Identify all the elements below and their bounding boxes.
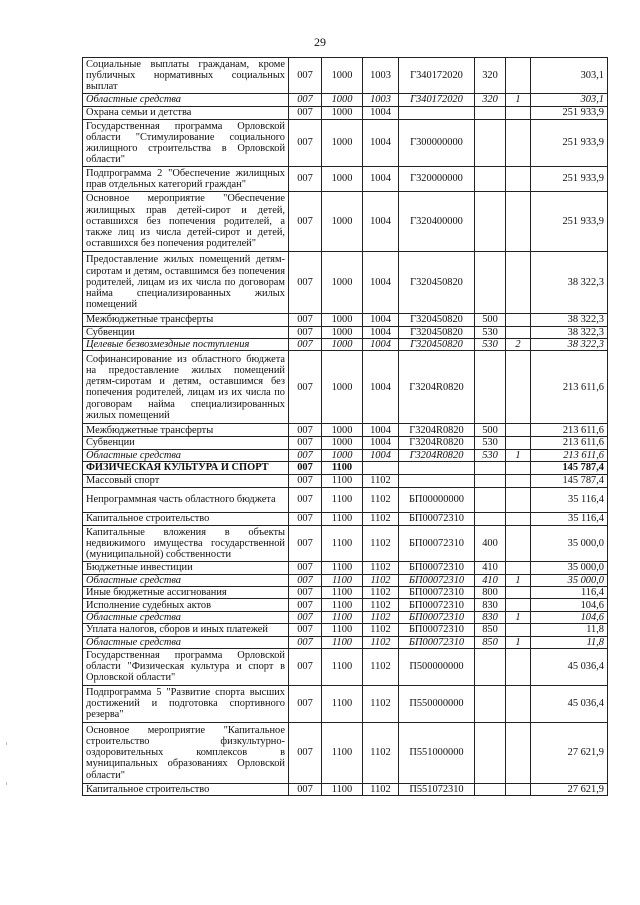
table-row bbox=[83, 167, 608, 192]
row-target-article: Г3204R0820 bbox=[399, 449, 475, 461]
row-funding-source bbox=[506, 461, 531, 474]
row-target-article: БП00072310 bbox=[399, 624, 475, 636]
budget-table bbox=[82, 57, 608, 796]
row-section-code: 1000 bbox=[322, 58, 363, 94]
table-row bbox=[83, 525, 608, 561]
table-row bbox=[83, 449, 608, 461]
row-name: Основное мероприятие "Обеспечение жилищных прав детей-сирот и детей, оставшихся без попечения родителей, а также лиц из числа детей-сирот и детей, оставшихся без попечения родителей" bbox=[83, 192, 289, 252]
row-section-code: 1100 bbox=[322, 561, 363, 574]
row-amount: 35 116,4 bbox=[531, 512, 608, 525]
row-ved-code: 007 bbox=[289, 252, 322, 314]
row-amount: 35 000,0 bbox=[531, 525, 608, 561]
row-subsection-code: 1102 bbox=[363, 474, 399, 487]
row-target-article: Г320450820 bbox=[399, 314, 475, 327]
table-row bbox=[83, 685, 608, 722]
row-funding-source bbox=[506, 252, 531, 314]
row-amount: 145 787,4 bbox=[531, 474, 608, 487]
row-amount: 303,1 bbox=[531, 94, 608, 107]
row-subsection-code: 1004 bbox=[363, 192, 399, 252]
row-target-article: Г340172020 bbox=[399, 94, 475, 107]
row-expense-type: 320 bbox=[475, 58, 506, 94]
row-expense-type bbox=[475, 461, 506, 474]
row-ved-code: 007 bbox=[289, 424, 322, 437]
row-section-code: 1000 bbox=[322, 314, 363, 327]
row-expense-type bbox=[475, 107, 506, 120]
row-amount: 38 322,3 bbox=[531, 339, 608, 351]
row-name: Массовый спорт bbox=[83, 474, 289, 487]
row-subsection-code: 1004 bbox=[363, 120, 399, 167]
table-row bbox=[83, 587, 608, 599]
row-ved-code: 007 bbox=[289, 624, 322, 636]
row-amount: 27 621,9 bbox=[531, 722, 608, 783]
row-ved-code: 007 bbox=[289, 327, 322, 339]
row-ved-code: 007 bbox=[289, 487, 322, 512]
row-name: Субвенции bbox=[83, 437, 289, 449]
row-target-article: П500000000 bbox=[399, 648, 475, 685]
row-funding-source bbox=[506, 561, 531, 574]
row-ved-code: 007 bbox=[289, 525, 322, 561]
row-expense-type: 530 bbox=[475, 339, 506, 351]
row-expense-type bbox=[475, 252, 506, 314]
row-name: Межбюджетные трансферты bbox=[83, 314, 289, 327]
row-target-article: БП00072310 bbox=[399, 574, 475, 586]
row-amount: 27 621,9 bbox=[531, 783, 608, 795]
row-target-article: БП00072310 bbox=[399, 636, 475, 648]
row-expense-type: 830 bbox=[475, 599, 506, 612]
row-subsection-code: 1102 bbox=[363, 574, 399, 586]
row-name: Социальные выплаты гражданам, кроме публичных нормативных социальных выплат bbox=[83, 58, 289, 94]
row-subsection-code: 1004 bbox=[363, 351, 399, 424]
row-subsection-code: 1102 bbox=[363, 561, 399, 574]
table-row bbox=[83, 461, 608, 474]
row-ved-code: 007 bbox=[289, 461, 322, 474]
row-amount: 35 116,4 bbox=[531, 487, 608, 512]
row-target-article: Г3204R0820 bbox=[399, 424, 475, 437]
row-target-article: БП00000000 bbox=[399, 487, 475, 512]
table-row bbox=[83, 648, 608, 685]
row-funding-source bbox=[506, 599, 531, 612]
table-row bbox=[83, 474, 608, 487]
page-number: 29 bbox=[314, 35, 326, 49]
row-section-code: 1100 bbox=[322, 525, 363, 561]
table-row bbox=[83, 327, 608, 339]
row-funding-source bbox=[506, 437, 531, 449]
row-expense-type bbox=[475, 487, 506, 512]
row-name: Бюджетные инвестиции bbox=[83, 561, 289, 574]
row-subsection-code: 1102 bbox=[363, 624, 399, 636]
row-name: Иные бюджетные ассигнования bbox=[83, 587, 289, 599]
row-expense-type: 830 bbox=[475, 612, 506, 624]
row-ved-code: 007 bbox=[289, 574, 322, 586]
row-subsection-code: 1102 bbox=[363, 722, 399, 783]
row-funding-source bbox=[506, 58, 531, 94]
row-name: Уплата налогов, сборов и иных платежей bbox=[83, 624, 289, 636]
row-section-code: 1100 bbox=[322, 587, 363, 599]
row-amount: 104,6 bbox=[531, 599, 608, 612]
row-target-article: БП00072310 bbox=[399, 512, 475, 525]
row-subsection-code: 1102 bbox=[363, 685, 399, 722]
table-row bbox=[83, 722, 608, 783]
table-row bbox=[83, 314, 608, 327]
row-amount: 251 933,9 bbox=[531, 107, 608, 120]
row-target-article: П550000000 bbox=[399, 685, 475, 722]
row-expense-type bbox=[475, 167, 506, 192]
row-target-article bbox=[399, 474, 475, 487]
row-target-article: Г320450820 bbox=[399, 252, 475, 314]
row-ved-code: 007 bbox=[289, 685, 322, 722]
row-funding-source bbox=[506, 624, 531, 636]
row-ved-code: 007 bbox=[289, 107, 322, 120]
row-funding-source bbox=[506, 685, 531, 722]
row-ved-code: 007 bbox=[289, 314, 322, 327]
row-subsection-code: 1004 bbox=[363, 327, 399, 339]
row-funding-source bbox=[506, 648, 531, 685]
row-funding-source bbox=[506, 107, 531, 120]
row-name: Капитальное строительство bbox=[83, 783, 289, 795]
row-amount: 45 036,4 bbox=[531, 648, 608, 685]
row-section-code: 1000 bbox=[322, 437, 363, 449]
row-section-code: 1000 bbox=[322, 192, 363, 252]
row-name: Областные средства bbox=[83, 636, 289, 648]
row-subsection-code bbox=[363, 461, 399, 474]
row-section-code: 1000 bbox=[322, 351, 363, 424]
row-target-article: БП00072310 bbox=[399, 612, 475, 624]
row-target-article: Г3204R0820 bbox=[399, 437, 475, 449]
row-section-code: 1000 bbox=[322, 327, 363, 339]
row-name: Подпрограмма 2 "Обеспечение жилищных прав отдельных категорий граждан" bbox=[83, 167, 289, 192]
row-amount: 38 322,3 bbox=[531, 252, 608, 314]
row-subsection-code: 1102 bbox=[363, 599, 399, 612]
row-subsection-code: 1004 bbox=[363, 339, 399, 351]
row-expense-type: 410 bbox=[475, 561, 506, 574]
row-section-code: 1000 bbox=[322, 449, 363, 461]
row-ved-code: 007 bbox=[289, 612, 322, 624]
row-expense-type: 850 bbox=[475, 624, 506, 636]
row-section-code: 1000 bbox=[322, 94, 363, 107]
row-subsection-code: 1102 bbox=[363, 648, 399, 685]
row-amount: 11,8 bbox=[531, 636, 608, 648]
row-expense-type: 530 bbox=[475, 449, 506, 461]
row-funding-source bbox=[506, 167, 531, 192]
margin-mark bbox=[6, 742, 7, 745]
row-amount: 213 611,6 bbox=[531, 449, 608, 461]
row-expense-type bbox=[475, 722, 506, 783]
row-amount: 251 933,9 bbox=[531, 167, 608, 192]
row-name: Капитальное строительство bbox=[83, 512, 289, 525]
table-row bbox=[83, 487, 608, 512]
row-subsection-code: 1003 bbox=[363, 58, 399, 94]
table-row bbox=[83, 339, 608, 351]
row-expense-type: 530 bbox=[475, 327, 506, 339]
row-section-code: 1000 bbox=[322, 424, 363, 437]
row-section-code: 1000 bbox=[322, 252, 363, 314]
table-row bbox=[83, 252, 608, 314]
row-name: Областные средства bbox=[83, 449, 289, 461]
row-ved-code: 007 bbox=[289, 648, 322, 685]
row-amount: 35 000,0 bbox=[531, 574, 608, 586]
row-target-article: БП00072310 bbox=[399, 561, 475, 574]
row-section-code: 1000 bbox=[322, 107, 363, 120]
row-amount: 213 611,6 bbox=[531, 351, 608, 424]
row-ved-code: 007 bbox=[289, 58, 322, 94]
row-expense-type bbox=[475, 648, 506, 685]
row-expense-type bbox=[475, 474, 506, 487]
row-name: ФИЗИЧЕСКАЯ КУЛЬТУРА И СПОРТ bbox=[83, 461, 289, 474]
row-subsection-code: 1004 bbox=[363, 437, 399, 449]
row-amount: 145 787,4 bbox=[531, 461, 608, 474]
row-expense-type: 410 bbox=[475, 574, 506, 586]
row-name: Областные средства bbox=[83, 612, 289, 624]
row-subsection-code: 1102 bbox=[363, 636, 399, 648]
row-name: Основное мероприятие "Капитальное строительство физкультурно-оздоровительных комплексов в муниципальных образованиях Орловской области" bbox=[83, 722, 289, 783]
row-funding-source: 1 bbox=[506, 636, 531, 648]
row-subsection-code: 1004 bbox=[363, 107, 399, 120]
row-funding-source: 2 bbox=[506, 339, 531, 351]
row-section-code: 1000 bbox=[322, 339, 363, 351]
row-name: Областные средства bbox=[83, 574, 289, 586]
row-section-code: 1100 bbox=[322, 612, 363, 624]
table-row bbox=[83, 437, 608, 449]
row-funding-source bbox=[506, 327, 531, 339]
row-subsection-code: 1004 bbox=[363, 314, 399, 327]
table-row bbox=[83, 58, 608, 94]
row-amount: 104,6 bbox=[531, 612, 608, 624]
table-row bbox=[83, 94, 608, 107]
table-row bbox=[83, 636, 608, 648]
row-funding-source bbox=[506, 512, 531, 525]
row-expense-type: 530 bbox=[475, 437, 506, 449]
table-row bbox=[83, 624, 608, 636]
row-target-article: Г320000000 bbox=[399, 167, 475, 192]
table-row bbox=[83, 512, 608, 525]
row-section-code: 1100 bbox=[322, 599, 363, 612]
row-subsection-code: 1004 bbox=[363, 424, 399, 437]
row-section-code: 1100 bbox=[322, 474, 363, 487]
row-target-article: Г3204R0820 bbox=[399, 351, 475, 424]
row-name: Предоставление жилых помещений детям-сиротам и детям, оставшимся без попечения родителей, лицам из их числа по договорам найма специализированных жилых помещений bbox=[83, 252, 289, 314]
table-row bbox=[83, 574, 608, 586]
row-name: Охрана семьи и детства bbox=[83, 107, 289, 120]
row-section-code: 1000 bbox=[322, 167, 363, 192]
row-funding-source bbox=[506, 351, 531, 424]
row-expense-type: 400 bbox=[475, 525, 506, 561]
row-subsection-code: 1003 bbox=[363, 94, 399, 107]
row-ved-code: 007 bbox=[289, 437, 322, 449]
row-section-code: 1100 bbox=[322, 636, 363, 648]
row-funding-source bbox=[506, 783, 531, 795]
row-target-article: Г320450820 bbox=[399, 327, 475, 339]
row-section-code: 1100 bbox=[322, 722, 363, 783]
table-row bbox=[83, 107, 608, 120]
row-funding-source: 1 bbox=[506, 574, 531, 586]
row-subsection-code: 1004 bbox=[363, 252, 399, 314]
row-funding-source: 1 bbox=[506, 449, 531, 461]
row-target-article: П551000000 bbox=[399, 722, 475, 783]
row-section-code: 1100 bbox=[322, 648, 363, 685]
row-subsection-code: 1102 bbox=[363, 512, 399, 525]
row-name: Субвенции bbox=[83, 327, 289, 339]
row-name: Государственная программа Орловской области "Стимулирование социального жилищного строительства в Орловской области" bbox=[83, 120, 289, 167]
row-subsection-code: 1102 bbox=[363, 612, 399, 624]
row-ved-code: 007 bbox=[289, 599, 322, 612]
row-expense-type: 850 bbox=[475, 636, 506, 648]
row-name: Целевые безвозмездные поступления bbox=[83, 339, 289, 351]
row-ved-code: 007 bbox=[289, 783, 322, 795]
row-section-code: 1100 bbox=[322, 461, 363, 474]
row-section-code: 1100 bbox=[322, 487, 363, 512]
row-ved-code: 007 bbox=[289, 339, 322, 351]
table-row bbox=[83, 424, 608, 437]
row-funding-source bbox=[506, 424, 531, 437]
row-amount: 213 611,6 bbox=[531, 437, 608, 449]
row-subsection-code: 1102 bbox=[363, 525, 399, 561]
row-amount: 45 036,4 bbox=[531, 685, 608, 722]
row-ved-code: 007 bbox=[289, 94, 322, 107]
row-target-article: П551072310 bbox=[399, 783, 475, 795]
row-target-article bbox=[399, 461, 475, 474]
row-expense-type bbox=[475, 192, 506, 252]
row-funding-source bbox=[506, 722, 531, 783]
table-row bbox=[83, 561, 608, 574]
row-funding-source: 1 bbox=[506, 94, 531, 107]
row-target-article: Г320400000 bbox=[399, 192, 475, 252]
row-name: Подпрограмма 5 "Развитие спорта высших достижений и подготовка спортивного резерва" bbox=[83, 685, 289, 722]
row-amount: 251 933,9 bbox=[531, 120, 608, 167]
row-ved-code: 007 bbox=[289, 722, 322, 783]
row-ved-code: 007 bbox=[289, 561, 322, 574]
row-section-code: 1100 bbox=[322, 574, 363, 586]
row-funding-source bbox=[506, 192, 531, 252]
row-subsection-code: 1004 bbox=[363, 167, 399, 192]
row-funding-source bbox=[506, 120, 531, 167]
row-target-article: БП00072310 bbox=[399, 599, 475, 612]
row-section-code: 1000 bbox=[322, 120, 363, 167]
table-row bbox=[83, 192, 608, 252]
row-amount: 38 322,3 bbox=[531, 314, 608, 327]
row-ved-code: 007 bbox=[289, 351, 322, 424]
row-ved-code: 007 bbox=[289, 120, 322, 167]
row-amount: 11,8 bbox=[531, 624, 608, 636]
row-funding-source bbox=[506, 487, 531, 512]
table-row bbox=[83, 612, 608, 624]
row-ved-code: 007 bbox=[289, 512, 322, 525]
row-target-article: Г300000000 bbox=[399, 120, 475, 167]
row-target-article: Г340172020 bbox=[399, 58, 475, 94]
table-row bbox=[83, 351, 608, 424]
row-name: Софинансирование из областного бюджета на предоставление жилых помещений детям-сиротам и детям, оставшимся без попечения родителей, лицам из их числа по договорам найма специализированных жилых помещений bbox=[83, 351, 289, 424]
row-amount: 38 322,3 bbox=[531, 327, 608, 339]
row-target-article: БП00072310 bbox=[399, 587, 475, 599]
row-expense-type: 500 bbox=[475, 424, 506, 437]
row-ved-code: 007 bbox=[289, 474, 322, 487]
row-funding-source bbox=[506, 525, 531, 561]
row-amount: 251 933,9 bbox=[531, 192, 608, 252]
row-funding-source bbox=[506, 587, 531, 599]
row-amount: 213 611,6 bbox=[531, 424, 608, 437]
row-target-article: БП00072310 bbox=[399, 525, 475, 561]
row-expense-type: 800 bbox=[475, 587, 506, 599]
row-section-code: 1100 bbox=[322, 783, 363, 795]
row-name: Государственная программа Орловской области "Физическая культура и спорт в Орловской области" bbox=[83, 648, 289, 685]
table-row bbox=[83, 120, 608, 167]
row-amount: 303,1 bbox=[531, 58, 608, 94]
row-ved-code: 007 bbox=[289, 636, 322, 648]
row-section-code: 1100 bbox=[322, 624, 363, 636]
row-expense-type bbox=[475, 685, 506, 722]
row-funding-source bbox=[506, 474, 531, 487]
row-expense-type bbox=[475, 351, 506, 424]
row-subsection-code: 1004 bbox=[363, 449, 399, 461]
row-name: Непрограммная часть областного бюджета bbox=[83, 487, 289, 512]
row-expense-type: 320 bbox=[475, 94, 506, 107]
row-expense-type bbox=[475, 783, 506, 795]
table-row bbox=[83, 599, 608, 612]
row-ved-code: 007 bbox=[289, 587, 322, 599]
row-amount: 116,4 bbox=[531, 587, 608, 599]
row-ved-code: 007 bbox=[289, 192, 322, 252]
row-expense-type bbox=[475, 120, 506, 167]
row-section-code: 1100 bbox=[322, 685, 363, 722]
row-subsection-code: 1102 bbox=[363, 487, 399, 512]
row-subsection-code: 1102 bbox=[363, 783, 399, 795]
row-amount: 35 000,0 bbox=[531, 561, 608, 574]
row-target-article bbox=[399, 107, 475, 120]
row-ved-code: 007 bbox=[289, 449, 322, 461]
margin-mark bbox=[6, 782, 7, 785]
row-expense-type bbox=[475, 512, 506, 525]
row-subsection-code: 1102 bbox=[363, 587, 399, 599]
row-name: Межбюджетные трансферты bbox=[83, 424, 289, 437]
row-name: Капитальные вложения в объекты недвижимого имущества государственной (муниципальной) собственности bbox=[83, 525, 289, 561]
row-name: Областные средства bbox=[83, 94, 289, 107]
row-section-code: 1100 bbox=[322, 512, 363, 525]
row-ved-code: 007 bbox=[289, 167, 322, 192]
row-target-article: Г320450820 bbox=[399, 339, 475, 351]
table-row bbox=[83, 783, 608, 795]
row-expense-type: 500 bbox=[475, 314, 506, 327]
row-funding-source: 1 bbox=[506, 612, 531, 624]
row-name: Исполнение судебных актов bbox=[83, 599, 289, 612]
row-funding-source bbox=[506, 314, 531, 327]
